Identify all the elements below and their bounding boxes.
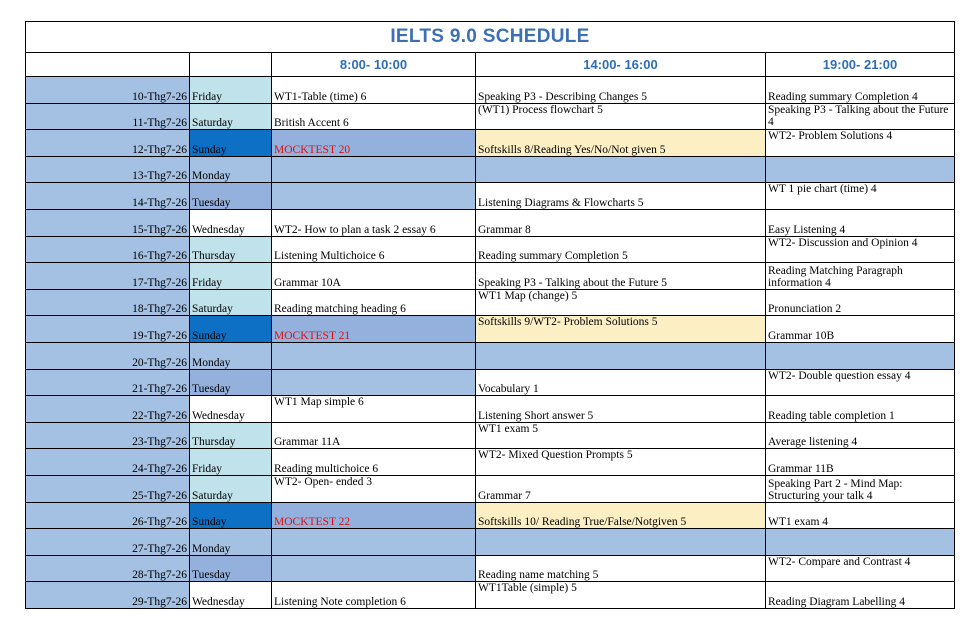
morning-activity: WT1 Map simple 6 [272,396,476,423]
weekday-cell: Thursday [190,236,272,263]
weekday-cell: Friday [190,263,272,290]
afternoon-activity: Speaking P3 - Describing Changes 5 [476,77,766,104]
morning-activity [272,529,476,556]
weekday-cell: Wednesday [190,396,272,423]
evening-activity: Speaking P3 - Talking about the Future 4 [766,103,955,130]
morning-activity [272,555,476,582]
schedule-row [26,130,955,157]
evening-activity: Reading table completion 1 [766,396,955,423]
date-cell: 26-Thg7-26 [26,502,190,529]
weekday-cell: Tuesday [190,555,272,582]
schedule-row [26,396,955,423]
schedule-row [26,422,955,449]
afternoon-activity: WT2- Mixed Question Prompts 5 [476,449,766,476]
date-cell: 28-Thg7-26 [26,555,190,582]
schedule-row [26,209,955,236]
date-cell: 20-Thg7-26 [26,342,190,369]
schedule-row [26,236,955,263]
weekday-cell: Saturday [190,103,272,130]
afternoon-activity: Vocabulary 1 [476,369,766,396]
evening-activity: Average listening 4 [766,422,955,449]
morning-activity [272,183,476,210]
morning-activity: MOCKTEST 21 [272,316,476,343]
evening-activity: Reading summary Completion 4 [766,77,955,104]
schedule-row [26,529,955,556]
date-cell: 14-Thg7-26 [26,183,190,210]
schedule-table [25,21,955,609]
afternoon-activity: (WT1) Process flowchart 5 [476,103,766,130]
morning-activity: WT2- Open- ended 3 [272,475,476,502]
date-cell: 24-Thg7-26 [26,449,190,476]
weekday-cell: Wednesday [190,209,272,236]
schedule-row [26,316,955,343]
weekday-cell: Monday [190,342,272,369]
weekday-cell: Friday [190,77,272,104]
date-cell: 27-Thg7-26 [26,529,190,556]
header-date-blank [26,53,190,77]
evening-activity [766,529,955,556]
evening-activity: WT2- Compare and Contrast 4 [766,555,955,582]
schedule-row [26,156,955,183]
evening-activity: WT2- Problem Solutions 4 [766,130,955,157]
evening-activity: Grammar 10B [766,316,955,343]
afternoon-activity: Grammar 8 [476,209,766,236]
afternoon-activity: Softskills 8/Reading Yes/No/Not given 5 [476,130,766,157]
schedule-title: IELTS 9.0 SCHEDULE [26,22,955,53]
morning-activity: WT2- How to plan a task 2 essay 6 [272,209,476,236]
date-cell: 13-Thg7-26 [26,156,190,183]
weekday-cell: Wednesday [190,582,272,609]
schedule-row [26,183,955,210]
afternoon-activity [476,342,766,369]
date-cell: 16-Thg7-26 [26,236,190,263]
evening-activity: WT 1 pie chart (time) 4 [766,183,955,210]
afternoon-activity: WT1Table (simple) 5 [476,582,766,609]
weekday-cell: Saturday [190,289,272,316]
afternoon-activity: Reading name matching 5 [476,555,766,582]
morning-activity: British Accent 6 [272,103,476,130]
morning-activity: Grammar 11A [272,422,476,449]
morning-activity: MOCKTEST 20 [272,130,476,157]
evening-activity: Reading Diagram Labelling 4 [766,582,955,609]
evening-activity: Reading Matching Paragraph information 4 [766,263,955,290]
schedule-row [26,449,955,476]
weekday-cell: Friday [190,449,272,476]
schedule-row [26,582,955,609]
date-cell: 21-Thg7-26 [26,369,190,396]
weekday-cell: Sunday [190,316,272,343]
date-cell: 22-Thg7-26 [26,396,190,423]
morning-activity: WT1-Table (time) 6 [272,77,476,104]
afternoon-activity: Softskills 10/ Reading True/False/Notgiven 5 [476,502,766,529]
afternoon-activity: Softskills 9/WT2- Problem Solutions 5 [476,316,766,343]
afternoon-activity: Listening Diagrams & Flowcharts 5 [476,183,766,210]
morning-activity: Reading multichoice 6 [272,449,476,476]
date-cell: 11-Thg7-26 [26,103,190,130]
morning-activity [272,369,476,396]
date-cell: 18-Thg7-26 [26,289,190,316]
weekday-cell: Tuesday [190,183,272,210]
date-cell: 29-Thg7-26 [26,582,190,609]
morning-activity: Reading matching heading 6 [272,289,476,316]
afternoon-activity: WT1 Map (change) 5 [476,289,766,316]
schedule-row [26,475,955,502]
time-slot-morning: 8:00- 10:00 [272,53,476,77]
date-cell: 19-Thg7-26 [26,316,190,343]
date-cell: 17-Thg7-26 [26,263,190,290]
weekday-cell: Sunday [190,130,272,157]
weekday-cell: Sunday [190,502,272,529]
morning-activity: Listening Note completion 6 [272,582,476,609]
schedule-row [26,103,955,130]
evening-activity [766,342,955,369]
schedule-row [26,369,955,396]
date-cell: 23-Thg7-26 [26,422,190,449]
evening-activity [766,156,955,183]
schedule-row [26,77,955,104]
time-slot-evening: 19:00- 21:00 [766,53,955,77]
afternoon-activity: Reading summary Completion 5 [476,236,766,263]
evening-activity: WT2- Double question essay 4 [766,369,955,396]
schedule-row [26,555,955,582]
evening-activity: Grammar 11B [766,449,955,476]
morning-activity: MOCKTEST 22 [272,502,476,529]
afternoon-activity [476,156,766,183]
weekday-cell: Tuesday [190,369,272,396]
time-slot-afternoon: 14:00- 16:00 [476,53,766,77]
evening-activity: WT2- Discussion and Opinion 4 [766,236,955,263]
afternoon-activity: Speaking P3 - Talking about the Future 5 [476,263,766,290]
weekday-cell: Saturday [190,475,272,502]
date-cell: 10-Thg7-26 [26,77,190,104]
weekday-cell: Monday [190,529,272,556]
schedule-row [26,263,955,290]
evening-activity: WT1 exam 4 [766,502,955,529]
evening-activity: Speaking Part 2 - Mind Map: Structuring your talk 4 [766,475,955,502]
schedule-row [26,342,955,369]
afternoon-activity [476,529,766,556]
time-header-row [26,53,955,77]
date-cell: 12-Thg7-26 [26,130,190,157]
evening-activity: Easy Listening 4 [766,209,955,236]
afternoon-activity: WT1 exam 5 [476,422,766,449]
afternoon-activity: Grammar 7 [476,475,766,502]
weekday-cell: Thursday [190,422,272,449]
date-cell: 25-Thg7-26 [26,475,190,502]
morning-activity: Grammar 10A [272,263,476,290]
morning-activity: Listening Multichoice 6 [272,236,476,263]
evening-activity: Pronunciation 2 [766,289,955,316]
header-day-blank [190,53,272,77]
morning-activity [272,342,476,369]
date-cell: 15-Thg7-26 [26,209,190,236]
afternoon-activity: Listening Short answer 5 [476,396,766,423]
schedule-row [26,289,955,316]
weekday-cell: Monday [190,156,272,183]
morning-activity [272,156,476,183]
schedule-row [26,502,955,529]
